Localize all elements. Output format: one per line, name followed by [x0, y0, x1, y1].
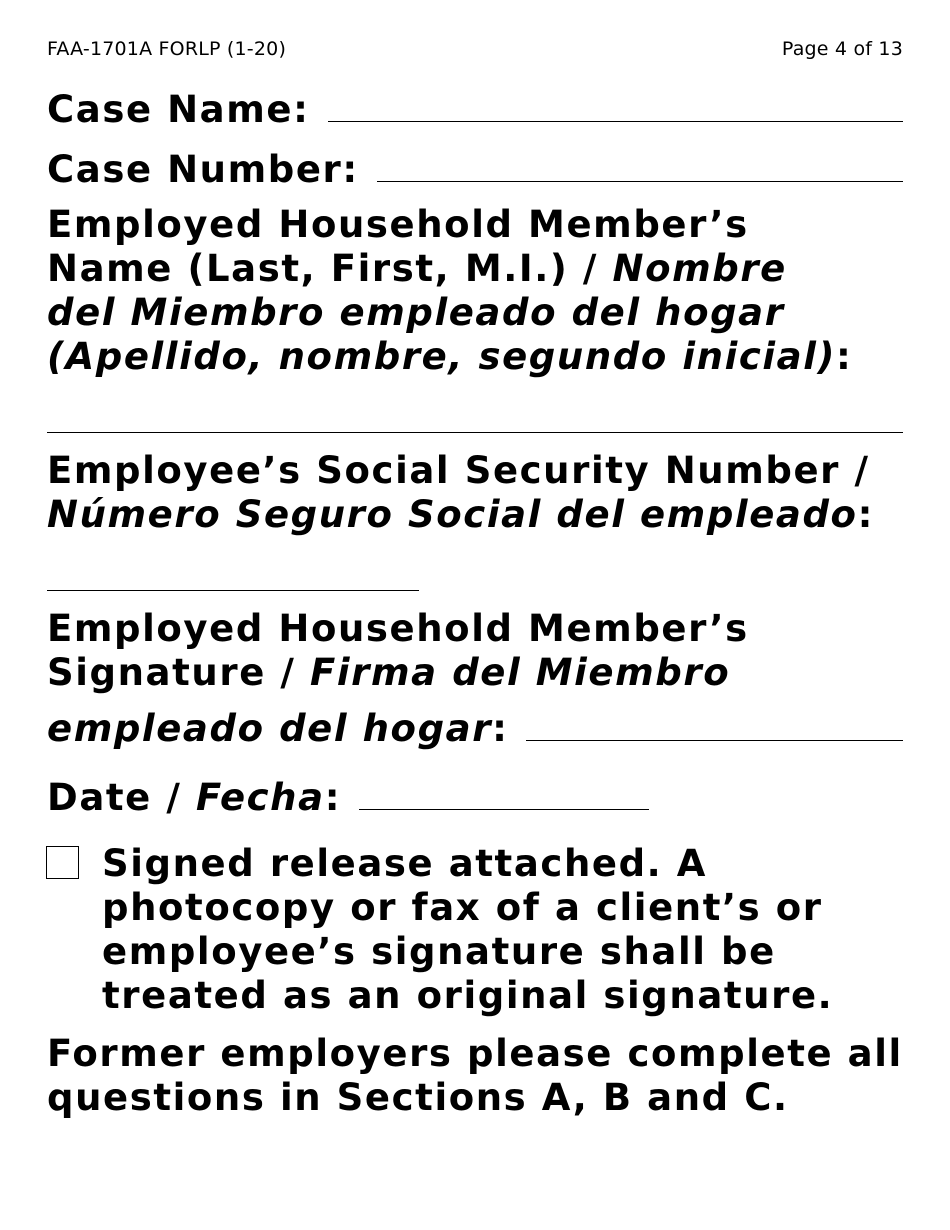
- signature-line3: [47, 707, 508, 750]
- former-employers-note: [47, 1032, 910, 1120]
- release-line3: employee’s signature shall be: [102, 930, 776, 973]
- member-name-line2: [47, 247, 910, 291]
- member-name-en-line1: Employed Household Member’s: [47, 203, 749, 246]
- signature-en-line1: Employed Household Member’s: [47, 607, 749, 650]
- release-line2: photocopy or fax of a client’s or: [102, 886, 823, 929]
- date-row: [47, 776, 649, 819]
- member-name-field[interactable]: [47, 432, 903, 433]
- ssn-label: [47, 449, 910, 537]
- case-number-field[interactable]: [377, 181, 903, 182]
- signature-separator: /: [265, 651, 310, 694]
- signature-field[interactable]: [526, 740, 903, 741]
- signature-line2: [47, 651, 910, 695]
- member-name-es-line2: del Miembro empleado del hogar: [47, 291, 785, 334]
- signature-es-line1: Firma del Miembro: [309, 651, 731, 694]
- signature-colon: :: [492, 707, 509, 750]
- signature-row: [47, 707, 903, 750]
- ssn-separator: /: [840, 449, 870, 492]
- ssn-colon: :: [857, 493, 874, 536]
- ssn-line2: [47, 493, 910, 537]
- date-es-label: Fecha: [195, 776, 325, 819]
- ssn-en-label: Employee’s Social Security Number: [47, 449, 841, 492]
- page-number: Page 4 of 13: [781, 38, 903, 60]
- member-name-line4: [47, 335, 910, 379]
- ssn-es-label: Número Seguro Social del empleado: [47, 493, 858, 536]
- form-id: FAA-1701A FORLP (1-20): [47, 38, 287, 60]
- ssn-field[interactable]: [47, 590, 419, 591]
- date-en-label: Date /: [47, 776, 196, 819]
- case-name-field[interactable]: [328, 121, 904, 122]
- release-checkbox[interactable]: [46, 846, 79, 879]
- ssn-line1: [47, 449, 910, 493]
- signature-es-line2: empleado del hogar: [47, 707, 493, 750]
- date-label: [47, 776, 341, 819]
- member-name-es-line1: Nombre: [612, 247, 787, 290]
- member-name-es-line3: (Apellido, nombre, segundo inicial): [47, 335, 837, 378]
- release-line1: Signed release attached. A: [102, 842, 708, 885]
- note-line2: questions in Sections A, B and C.: [47, 1076, 789, 1119]
- case-name-label: Case Name:: [47, 88, 310, 131]
- member-name-label: [47, 203, 910, 379]
- case-number-label: Case Number:: [47, 148, 359, 191]
- date-field[interactable]: [359, 809, 649, 810]
- release-line4: treated as an original signature.: [102, 974, 834, 1017]
- member-name-colon: :: [836, 335, 853, 378]
- member-name-en-line2: Name (Last, First, M.I.): [47, 247, 569, 290]
- case-name-row: [47, 88, 903, 131]
- release-text: [102, 842, 910, 1018]
- date-colon: :: [324, 776, 342, 819]
- signature-label: [47, 607, 910, 695]
- signature-en-line2: Signature: [47, 651, 266, 694]
- case-number-row: [47, 148, 903, 191]
- note-line1: Former employers please complete all: [47, 1032, 903, 1075]
- member-name-separator: /: [568, 247, 613, 290]
